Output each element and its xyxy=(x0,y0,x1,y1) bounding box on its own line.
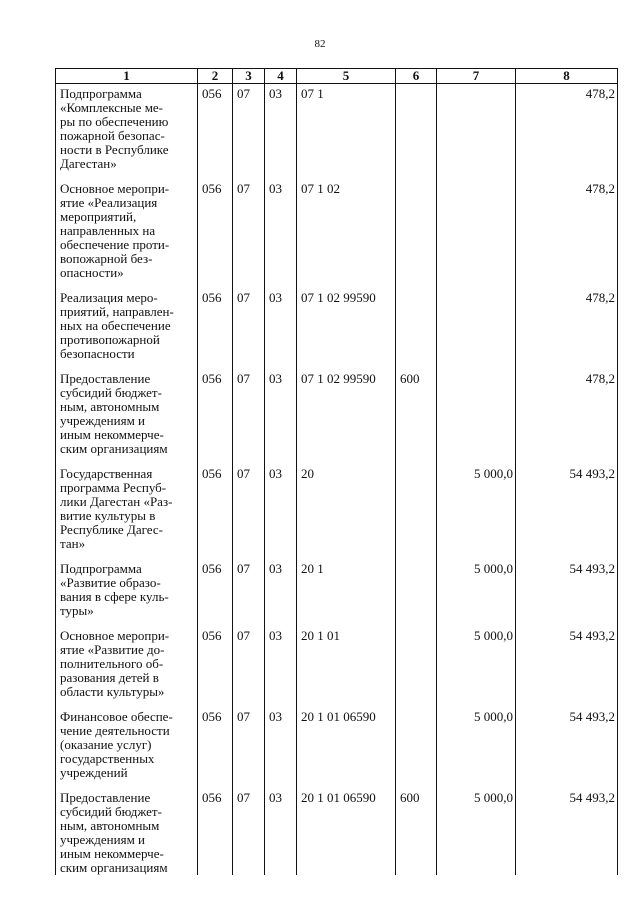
row-name: Предоставление субсидий бюджет- ным, автономным учреждениям и иным некоммерче- ским организациям xyxy=(56,369,198,456)
cell-expense-type: 600 xyxy=(396,788,437,875)
row-name: Предоставление субсидий бюджет- ным, автономным учреждениям и иным некоммерче- ским организациям xyxy=(56,788,198,875)
cell-ministry: 056 xyxy=(198,559,233,618)
cell-subsection: 03 xyxy=(265,788,297,875)
cell-subsection: 03 xyxy=(265,626,297,699)
table-row xyxy=(56,288,618,361)
cell-section: 07 xyxy=(233,559,265,618)
cell-amount-7 xyxy=(437,84,516,172)
cell-subsection: 03 xyxy=(265,179,297,280)
cell-target-article: 20 xyxy=(297,464,396,551)
cell-amount-7: 5 000,0 xyxy=(437,559,516,618)
cell-subsection: 03 xyxy=(265,84,297,172)
row-name: Подпрограмма «Развитие образо- вания в сфере куль- туры» xyxy=(56,559,198,618)
table-row xyxy=(56,788,618,875)
table-row xyxy=(56,464,618,551)
cell-amount-8: 54 493,2 xyxy=(516,626,618,699)
column-header: 6 xyxy=(396,69,437,84)
cell-amount-7 xyxy=(437,179,516,280)
column-header: 7 xyxy=(437,69,516,84)
budget-table xyxy=(55,68,618,875)
cell-subsection: 03 xyxy=(265,464,297,551)
cell-amount-7 xyxy=(437,288,516,361)
cell-amount-7 xyxy=(437,369,516,456)
table-row xyxy=(56,626,618,699)
cell-target-article: 07 1 02 99590 xyxy=(297,369,396,456)
cell-expense-type: 600 xyxy=(396,369,437,456)
cell-amount-8: 478,2 xyxy=(516,369,618,456)
column-header: 5 xyxy=(297,69,396,84)
cell-target-article: 07 1 xyxy=(297,84,396,172)
cell-target-article: 07 1 02 xyxy=(297,179,396,280)
row-name: Основное меропри- ятие «Развитие до- полнительного об- разования детей в области культуры» xyxy=(56,626,198,699)
cell-ministry: 056 xyxy=(198,464,233,551)
table-row xyxy=(56,84,618,172)
cell-amount-8: 478,2 xyxy=(516,288,618,361)
row-name: Государственная программа Респуб- лики Дагестан «Раз- витие культуры в Республике Дагес- тан» xyxy=(56,464,198,551)
cell-amount-8: 54 493,2 xyxy=(516,707,618,780)
table-header-row xyxy=(56,69,618,84)
cell-amount-7: 5 000,0 xyxy=(437,626,516,699)
cell-section: 07 xyxy=(233,707,265,780)
table-row xyxy=(56,559,618,618)
cell-expense-type xyxy=(396,559,437,618)
cell-subsection: 03 xyxy=(265,559,297,618)
cell-amount-7: 5 000,0 xyxy=(437,707,516,780)
cell-section: 07 xyxy=(233,84,265,172)
cell-ministry: 056 xyxy=(198,788,233,875)
cell-ministry: 056 xyxy=(198,84,233,172)
row-name: Основное меропри- ятие «Реализация мероприятий, направленных на обеспечение проти- вопожарной без- опасности» xyxy=(56,179,198,280)
cell-target-article: 07 1 02 99590 xyxy=(297,288,396,361)
cell-amount-8: 54 493,2 xyxy=(516,464,618,551)
cell-ministry: 056 xyxy=(198,179,233,280)
cell-ministry: 056 xyxy=(198,288,233,361)
column-header: 8 xyxy=(516,69,618,84)
column-header: 2 xyxy=(198,69,233,84)
cell-expense-type xyxy=(396,288,437,361)
cell-expense-type xyxy=(396,626,437,699)
cell-ministry: 056 xyxy=(198,626,233,699)
table-row xyxy=(56,179,618,280)
cell-section: 07 xyxy=(233,464,265,551)
cell-subsection: 03 xyxy=(265,369,297,456)
table-row xyxy=(56,707,618,780)
row-name: Реализация меро- приятий, направлен- ных на обеспечение противопожарной безопасности xyxy=(56,288,198,361)
table-row xyxy=(56,369,618,456)
cell-expense-type xyxy=(396,464,437,551)
cell-target-article: 20 1 xyxy=(297,559,396,618)
cell-section: 07 xyxy=(233,369,265,456)
cell-expense-type xyxy=(396,84,437,172)
column-header: 1 xyxy=(56,69,198,84)
cell-target-article: 20 1 01 06590 xyxy=(297,707,396,780)
column-header: 3 xyxy=(233,69,265,84)
cell-section: 07 xyxy=(233,626,265,699)
row-name: Подпрограмма «Комплексные ме- ры по обеспечению пожарной безопас- ности в Республике Дагестан» xyxy=(56,84,198,172)
cell-section: 07 xyxy=(233,788,265,875)
cell-ministry: 056 xyxy=(198,707,233,780)
cell-expense-type xyxy=(396,707,437,780)
cell-amount-8: 54 493,2 xyxy=(516,559,618,618)
page-number: 82 xyxy=(314,38,326,50)
cell-target-article: 20 1 01 xyxy=(297,626,396,699)
cell-amount-8: 478,2 xyxy=(516,84,618,172)
cell-target-article: 20 1 01 06590 xyxy=(297,788,396,875)
cell-section: 07 xyxy=(233,288,265,361)
cell-subsection: 03 xyxy=(265,707,297,780)
column-header: 4 xyxy=(265,69,297,84)
cell-amount-7: 5 000,0 xyxy=(437,464,516,551)
cell-subsection: 03 xyxy=(265,288,297,361)
cell-amount-8: 54 493,2 xyxy=(516,788,618,875)
cell-expense-type xyxy=(396,179,437,280)
cell-amount-7: 5 000,0 xyxy=(437,788,516,875)
row-name: Финансовое обеспе- чение деятельности (оказание услуг) государственных учреждений xyxy=(56,707,198,780)
cell-section: 07 xyxy=(233,179,265,280)
cell-amount-8: 478,2 xyxy=(516,179,618,280)
cell-ministry: 056 xyxy=(198,369,233,456)
